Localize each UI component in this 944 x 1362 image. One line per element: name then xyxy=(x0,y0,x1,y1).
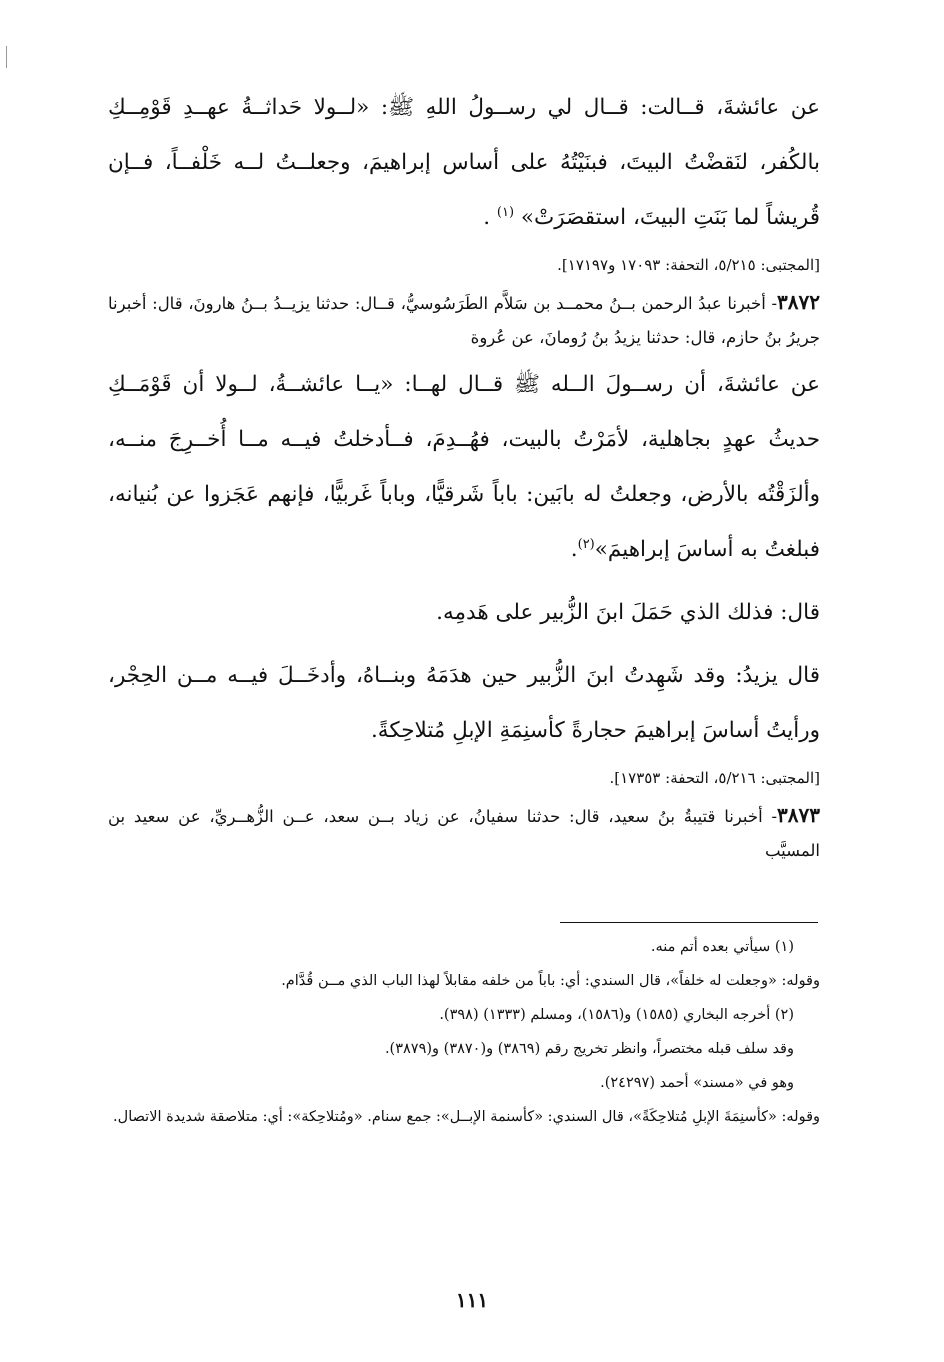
footnote-1-note: وقوله: «وجعلت له خلفاً»، قال السندي: أي: باباً من خلفه مقابلاً لهذا الباب الذي مــن قُدَّام. xyxy=(281,973,820,989)
isnad-3873 xyxy=(108,798,820,868)
page-body xyxy=(108,80,820,870)
footnote-2-note-c: وقوله: «كأسنِمَةَ الإبلِ مُتلاحِكَةً»، قال السندي: «كأسنمة الإبــل»: جمع سنام. «ومُتلاحِكة»: أي: متلاصقة شديدة الاتصال. xyxy=(113,1109,820,1125)
footnote-2: (٢) أخرجه البخاري (١٥٨٥) و(١٥٨٦)، ومسلم (١٣٣٣) (٣٩٨). xyxy=(439,1007,794,1023)
footnote-2-note-a: وقد سلف قبله مختصراً، وانظر تخريج رقم (٣٨٦٩) و(٣٨٧٠) و(٣٨٧٩). xyxy=(384,1041,794,1057)
hadith-text-1-body: عن عائشةَ، قــالت: قــال لي رســولُ اللهِ ﷺ: «لــولا حَداثــةُ عهــدِ قَوْمِــكِ بالكُفر، لنَقضْتُ البيتَ، فبنَيْتُهُ على أساس إبراهيمَ، وجعلــتُ لــه خَلْفــاً، فــإن قُريشاً لما بَنَتِ البيتَ، استقصَرَتْ» xyxy=(108,95,820,230)
hadith-text-2 xyxy=(108,357,820,577)
isnad-3872-text: - أخبرنا عبدُ الرحمن بــنُ محمــد بن سَلاَّم الطَرَسُوسيُّ، قــال: حدثنا يزيــدُ بــنُ هارونَ، قال: أخبرنا جريرُ بنُ حازم، قال: حدثنا يزيدُ بنُ رُومانَ، عن عُروة xyxy=(108,294,820,347)
footnote-divider xyxy=(560,922,818,923)
footnote-ref-2: (٢) xyxy=(577,536,595,552)
source-reference-1: [المجتبى: ٥/٢١٥، التحفة: ١٧٠٩٣ و١٧١٩٧]. xyxy=(557,256,820,274)
footnotes xyxy=(108,930,820,1134)
hadith-number-3873: ٣٨٧٣ xyxy=(777,803,820,827)
hadith-number-3872: ٣٨٧٢ xyxy=(777,290,820,314)
hadith-text-1 xyxy=(108,80,820,245)
yazid-comment: قال يزيدُ: وقد شَهِدتُ ابنَ الزُّبير حين هدَمَهُ وبنــاهُ، وأدخَــلَ فيــه مــن الحِجْر، ورأيتُ أساسَ إبراهيمَ حجارةً كأسنِمَةِ الإبلِ مُتلاحِكةً. xyxy=(108,663,820,743)
period: . xyxy=(570,537,578,562)
source-reference-2: [المجتبى: ٥/٢١٦، التحفة: ١٧٣٥٣]. xyxy=(609,769,820,787)
margin-mark xyxy=(6,46,7,68)
footnote-1: (١) سيأتي بعده أتم منه. xyxy=(650,939,794,955)
footnote-ref-1: (١) xyxy=(496,204,515,220)
narrator-comment: قال: فذلك الذي حَمَلَ ابنَ الزُّبير على هَدمِه. xyxy=(436,600,820,625)
isnad-3873-text: - أخبرنا قتيبةُ بنُ سعيد، قال: حدثنا سفيانُ، عن زياد بــن سعد، عــن الزُّهــريِّ، عن سعيد بن المسيَّب xyxy=(108,807,820,860)
isnad-3872 xyxy=(108,285,820,355)
hadith-text-2-body: عن عائشةَ، أن رســولَ الــله ﷺ قــال لهــا: «يــا عائشــةُ، لــولا أن قَوْمَــكِ حديثُ عهدٍ بجاهلية، لأمَرْتُ بالبيت، فهُــدِمَ، فــأدخلتُ فيــه مــا أُخــرِجَ منــه، وألزَقْتُه بالأرض، وجعلتُ له بابَين: باباً شَرقيًّا، وباباً غَربيًّا، فإنهم عَجَزوا عن بُنيانه، فبلغتُ به أساسَ إبراهيمَ» xyxy=(108,372,820,562)
page-number: ١١١ xyxy=(455,1288,489,1312)
period: . xyxy=(483,205,491,230)
footnote-2-note-b: وهو في «مسند» أحمد (٢٤٢٩٧). xyxy=(600,1075,794,1091)
